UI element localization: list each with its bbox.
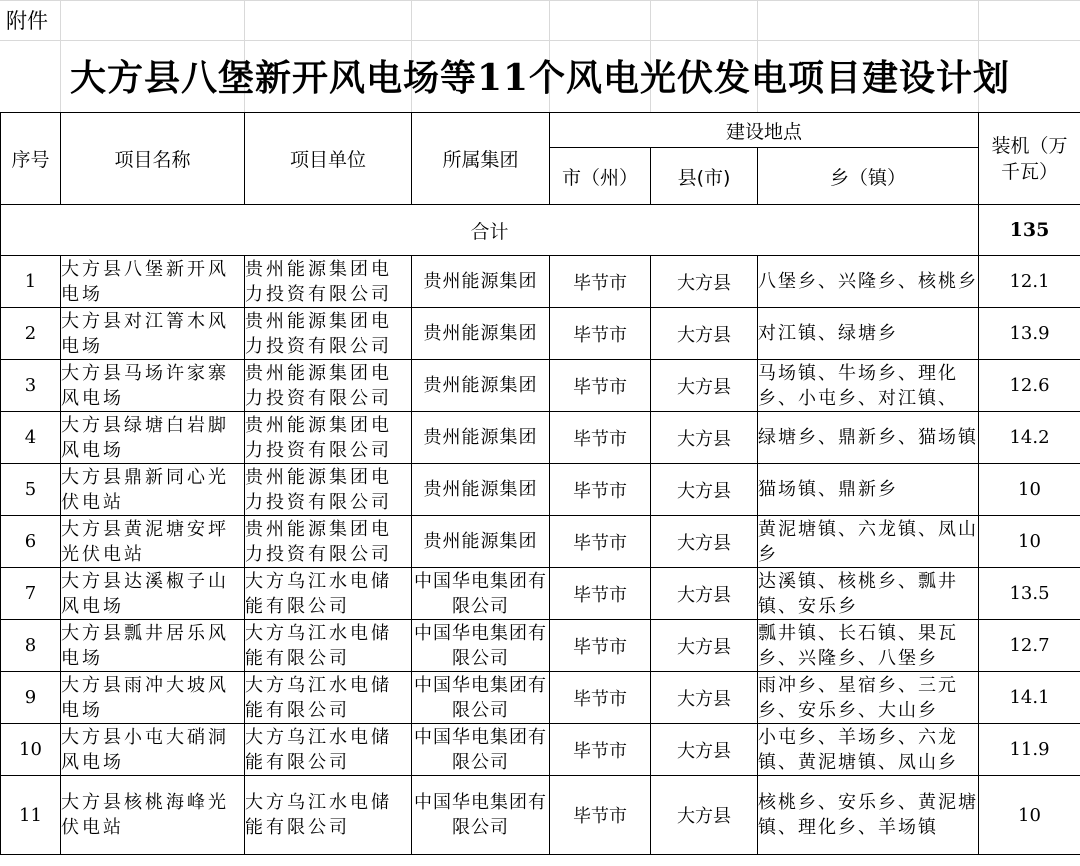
row-capacity: 13.9 xyxy=(979,308,1080,360)
row-county: 大方县 xyxy=(651,672,758,724)
row-county: 大方县 xyxy=(651,776,758,855)
table-row xyxy=(1,360,1080,412)
row-capacity: 13.5 xyxy=(979,568,1080,620)
row-project-name: 大方县八堡新开风电场 xyxy=(61,256,245,308)
row-town: 雨冲乡、星宿乡、三元乡、安乐乡、大山乡 xyxy=(758,672,979,724)
row-town: 小屯乡、羊场乡、六龙镇、黄泥塘镇、凤山乡 xyxy=(758,724,979,776)
row-county: 大方县 xyxy=(651,516,758,568)
row-seq: 9 xyxy=(1,672,61,724)
table-row xyxy=(1,256,1080,308)
row-capacity: 14.2 xyxy=(979,412,1080,464)
header-location: 建设地点 xyxy=(550,113,979,148)
row-city: 毕节市 xyxy=(550,672,651,724)
row-town: 马场镇、牛场乡、理化乡、小屯乡、对江镇、 xyxy=(758,360,979,412)
row-project-unit: 大方乌江水电储能有限公司 xyxy=(245,672,412,724)
header-county: 县(市) xyxy=(651,148,758,205)
row-city: 毕节市 xyxy=(550,256,651,308)
row-project-unit: 贵州能源集团电力投资有限公司 xyxy=(245,308,412,360)
row-town: 猫场镇、鼎新乡 xyxy=(758,464,979,516)
row-project-name: 大方县马场许家寨风电场 xyxy=(61,360,245,412)
row-project-unit: 贵州能源集团电力投资有限公司 xyxy=(245,412,412,464)
row-project-unit: 大方乌江水电储能有限公司 xyxy=(245,568,412,620)
project-plan-table xyxy=(0,112,1080,855)
row-capacity: 10 xyxy=(979,776,1080,855)
attachment-label: 附件 xyxy=(6,8,52,34)
row-city: 毕节市 xyxy=(550,412,651,464)
table-row xyxy=(1,412,1080,464)
total-value: 135 xyxy=(979,205,1080,256)
row-group: 中国华电集团有限公司 xyxy=(412,776,550,855)
row-seq: 2 xyxy=(1,308,61,360)
row-project-name: 大方县黄泥塘安坪光伏电站 xyxy=(61,516,245,568)
row-county: 大方县 xyxy=(651,724,758,776)
table-row xyxy=(1,672,1080,724)
header-group: 所属集团 xyxy=(412,113,550,205)
row-project-name: 大方县小屯大硝洞风电场 xyxy=(61,724,245,776)
row-town: 对江镇、绿塘乡 xyxy=(758,308,979,360)
row-capacity: 11.9 xyxy=(979,724,1080,776)
row-seq: 8 xyxy=(1,620,61,672)
row-town: 八堡乡、兴隆乡、核桃乡 xyxy=(758,256,979,308)
header-town: 乡（镇） xyxy=(758,148,979,205)
table-row xyxy=(1,724,1080,776)
row-town: 达溪镇、核桃乡、瓢井镇、安乐乡 xyxy=(758,568,979,620)
row-capacity: 12.6 xyxy=(979,360,1080,412)
row-seq: 3 xyxy=(1,360,61,412)
row-group: 贵州能源集团 xyxy=(412,360,550,412)
row-town: 瓢井镇、长石镇、果瓦乡、兴隆乡、八堡乡 xyxy=(758,620,979,672)
row-project-name: 大方县瓢井居乐风电场 xyxy=(61,620,245,672)
row-group: 贵州能源集团 xyxy=(412,412,550,464)
row-project-unit: 大方乌江水电储能有限公司 xyxy=(245,724,412,776)
row-capacity: 10 xyxy=(979,516,1080,568)
row-city: 毕节市 xyxy=(550,464,651,516)
row-capacity: 14.1 xyxy=(979,672,1080,724)
row-county: 大方县 xyxy=(651,620,758,672)
header-project-unit: 项目单位 xyxy=(245,113,412,205)
table-row xyxy=(1,776,1080,855)
table-row xyxy=(1,464,1080,516)
header-seq: 序号 xyxy=(1,113,61,205)
row-town: 核桃乡、安乐乡、黄泥塘镇、理化乡、羊场镇 xyxy=(758,776,979,855)
row-city: 毕节市 xyxy=(550,776,651,855)
row-county: 大方县 xyxy=(651,464,758,516)
header-project-name: 项目名称 xyxy=(61,113,245,205)
table-body xyxy=(1,205,1080,855)
header-capacity xyxy=(979,113,1080,205)
row-capacity: 12.1 xyxy=(979,256,1080,308)
row-project-name: 大方县鼎新同心光伏电站 xyxy=(61,464,245,516)
row-group: 贵州能源集团 xyxy=(412,516,550,568)
row-city: 毕节市 xyxy=(550,308,651,360)
row-seq: 6 xyxy=(1,516,61,568)
row-group: 贵州能源集团 xyxy=(412,308,550,360)
row-project-unit: 大方乌江水电储能有限公司 xyxy=(245,776,412,855)
row-county: 大方县 xyxy=(651,568,758,620)
row-project-name: 大方县对江箐木风电场 xyxy=(61,308,245,360)
total-row xyxy=(1,205,1080,256)
row-group: 中国华电集团有限公司 xyxy=(412,620,550,672)
row-seq: 7 xyxy=(1,568,61,620)
table-row xyxy=(1,516,1080,568)
row-city: 毕节市 xyxy=(550,516,651,568)
row-group: 中国华电集团有限公司 xyxy=(412,724,550,776)
row-project-name: 大方县核桃海峰光伏电站 xyxy=(61,776,245,855)
row-capacity: 12.7 xyxy=(979,620,1080,672)
row-county: 大方县 xyxy=(651,256,758,308)
row-project-name: 大方县达溪椒子山风电场 xyxy=(61,568,245,620)
row-town: 黄泥塘镇、六龙镇、凤山乡 xyxy=(758,516,979,568)
total-label: 合计 xyxy=(1,205,979,256)
row-group: 中国华电集团有限公司 xyxy=(412,568,550,620)
row-project-unit: 贵州能源集团电力投资有限公司 xyxy=(245,360,412,412)
row-county: 大方县 xyxy=(651,412,758,464)
row-project-unit: 大方乌江水电储能有限公司 xyxy=(245,620,412,672)
document-title: 大方县八堡新开风电场等11个风电光伏发电项目建设计划 xyxy=(69,57,1011,99)
row-town: 绿塘乡、鼎新乡、猫场镇 xyxy=(758,412,979,464)
table-row xyxy=(1,568,1080,620)
row-city: 毕节市 xyxy=(550,568,651,620)
row-group: 贵州能源集团 xyxy=(412,464,550,516)
table-row xyxy=(1,620,1080,672)
header-city: 市（州） xyxy=(550,148,651,205)
row-city: 毕节市 xyxy=(550,360,651,412)
row-seq: 10 xyxy=(1,724,61,776)
row-group: 中国华电集团有限公司 xyxy=(412,672,550,724)
row-seq: 11 xyxy=(1,776,61,855)
header-capacity-text: 装机（万千瓦） xyxy=(991,134,1068,183)
row-county: 大方县 xyxy=(651,308,758,360)
row-seq: 5 xyxy=(1,464,61,516)
row-county: 大方县 xyxy=(651,360,758,412)
row-project-unit: 贵州能源集团电力投资有限公司 xyxy=(245,516,412,568)
row-project-unit: 贵州能源集团电力投资有限公司 xyxy=(245,256,412,308)
row-seq: 1 xyxy=(1,256,61,308)
row-seq: 4 xyxy=(1,412,61,464)
row-project-name: 大方县雨冲大坡风电场 xyxy=(61,672,245,724)
table-row xyxy=(1,308,1080,360)
row-capacity: 10 xyxy=(979,464,1080,516)
row-city: 毕节市 xyxy=(550,620,651,672)
row-project-unit: 贵州能源集团电力投资有限公司 xyxy=(245,464,412,516)
row-city: 毕节市 xyxy=(550,724,651,776)
row-group: 贵州能源集团 xyxy=(412,256,550,308)
row-project-name: 大方县绿塘白岩脚风电场 xyxy=(61,412,245,464)
